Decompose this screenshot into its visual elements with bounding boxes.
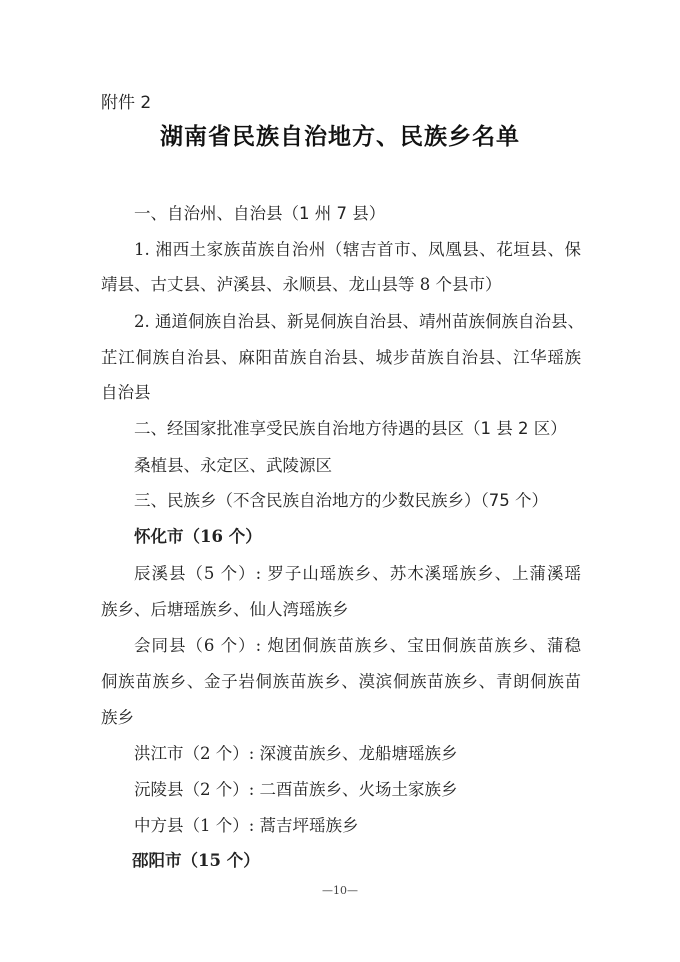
yuanling-line: 沅陵县（2 个）: 二酉苗族乡、火场土家族乡 bbox=[134, 780, 458, 799]
document-title: 湖南省民族自治地方、民族乡名单 bbox=[160, 123, 520, 150]
chenxi-line-1: 辰溪县（5 个）: 罗子山瑶族乡、苏木溪瑶族乡、上蒲溪瑶 bbox=[134, 564, 581, 583]
page-number: —10— bbox=[322, 884, 358, 897]
huitong-line-1: 会同县（6 个）: 炮团侗族苗族乡、宝田侗族苗族乡、蒲稳 bbox=[134, 636, 581, 655]
chenxi-line-2: 族乡、后塘瑶族乡、仙人湾瑶族乡 bbox=[101, 600, 349, 619]
zhongfang-line: 中方县（1 个）: 蒿吉坪瑶族乡 bbox=[134, 816, 359, 835]
section-2-heading: 二、经国家批准享受民族自治地方待遇的县区（1 县 2 区） bbox=[134, 419, 567, 438]
section-2-content: 桑植县、永定区、武陵源区 bbox=[134, 456, 332, 475]
huitong-line-3: 族乡 bbox=[101, 708, 134, 727]
section-1-item-1-line-1: 1. 湘西土家族苗族自治州（辖吉首市、凤凰县、花垣县、保 bbox=[134, 240, 581, 259]
section-1-heading: 一、自治州、自治县（1 州 7 县） bbox=[134, 204, 386, 223]
huitong-line-2: 侗族苗族乡、金子岩侗族苗族乡、漠滨侗族苗族乡、青朗侗族苗 bbox=[101, 672, 581, 691]
attachment-label: 附件 2 bbox=[101, 93, 152, 113]
city-shaoyang-heading: 邵阳市（15 个） bbox=[132, 851, 260, 870]
section-1-item-2-line-3: 自治县 bbox=[101, 383, 151, 402]
section-1-item-1-line-2: 靖县、古丈县、泸溪县、永顺县、龙山县等 8 个县市） bbox=[101, 275, 502, 294]
section-3-heading: 三、民族乡（不含民族自治地方的少数民族乡）（75 个） bbox=[134, 491, 548, 510]
city-huaihua-heading: 怀化市（16 个） bbox=[134, 527, 262, 546]
section-1-item-2-line-2: 芷江侗族自治县、麻阳苗族自治县、城步苗族自治县、江华瑶族 bbox=[101, 348, 581, 367]
section-1-item-2-line-1: 2. 通道侗族自治县、新晃侗族自治县、靖州苗族侗族自治县、 bbox=[134, 312, 584, 331]
hongjiang-line: 洪江市（2 个）: 深渡苗族乡、龙船塘瑶族乡 bbox=[134, 744, 458, 763]
